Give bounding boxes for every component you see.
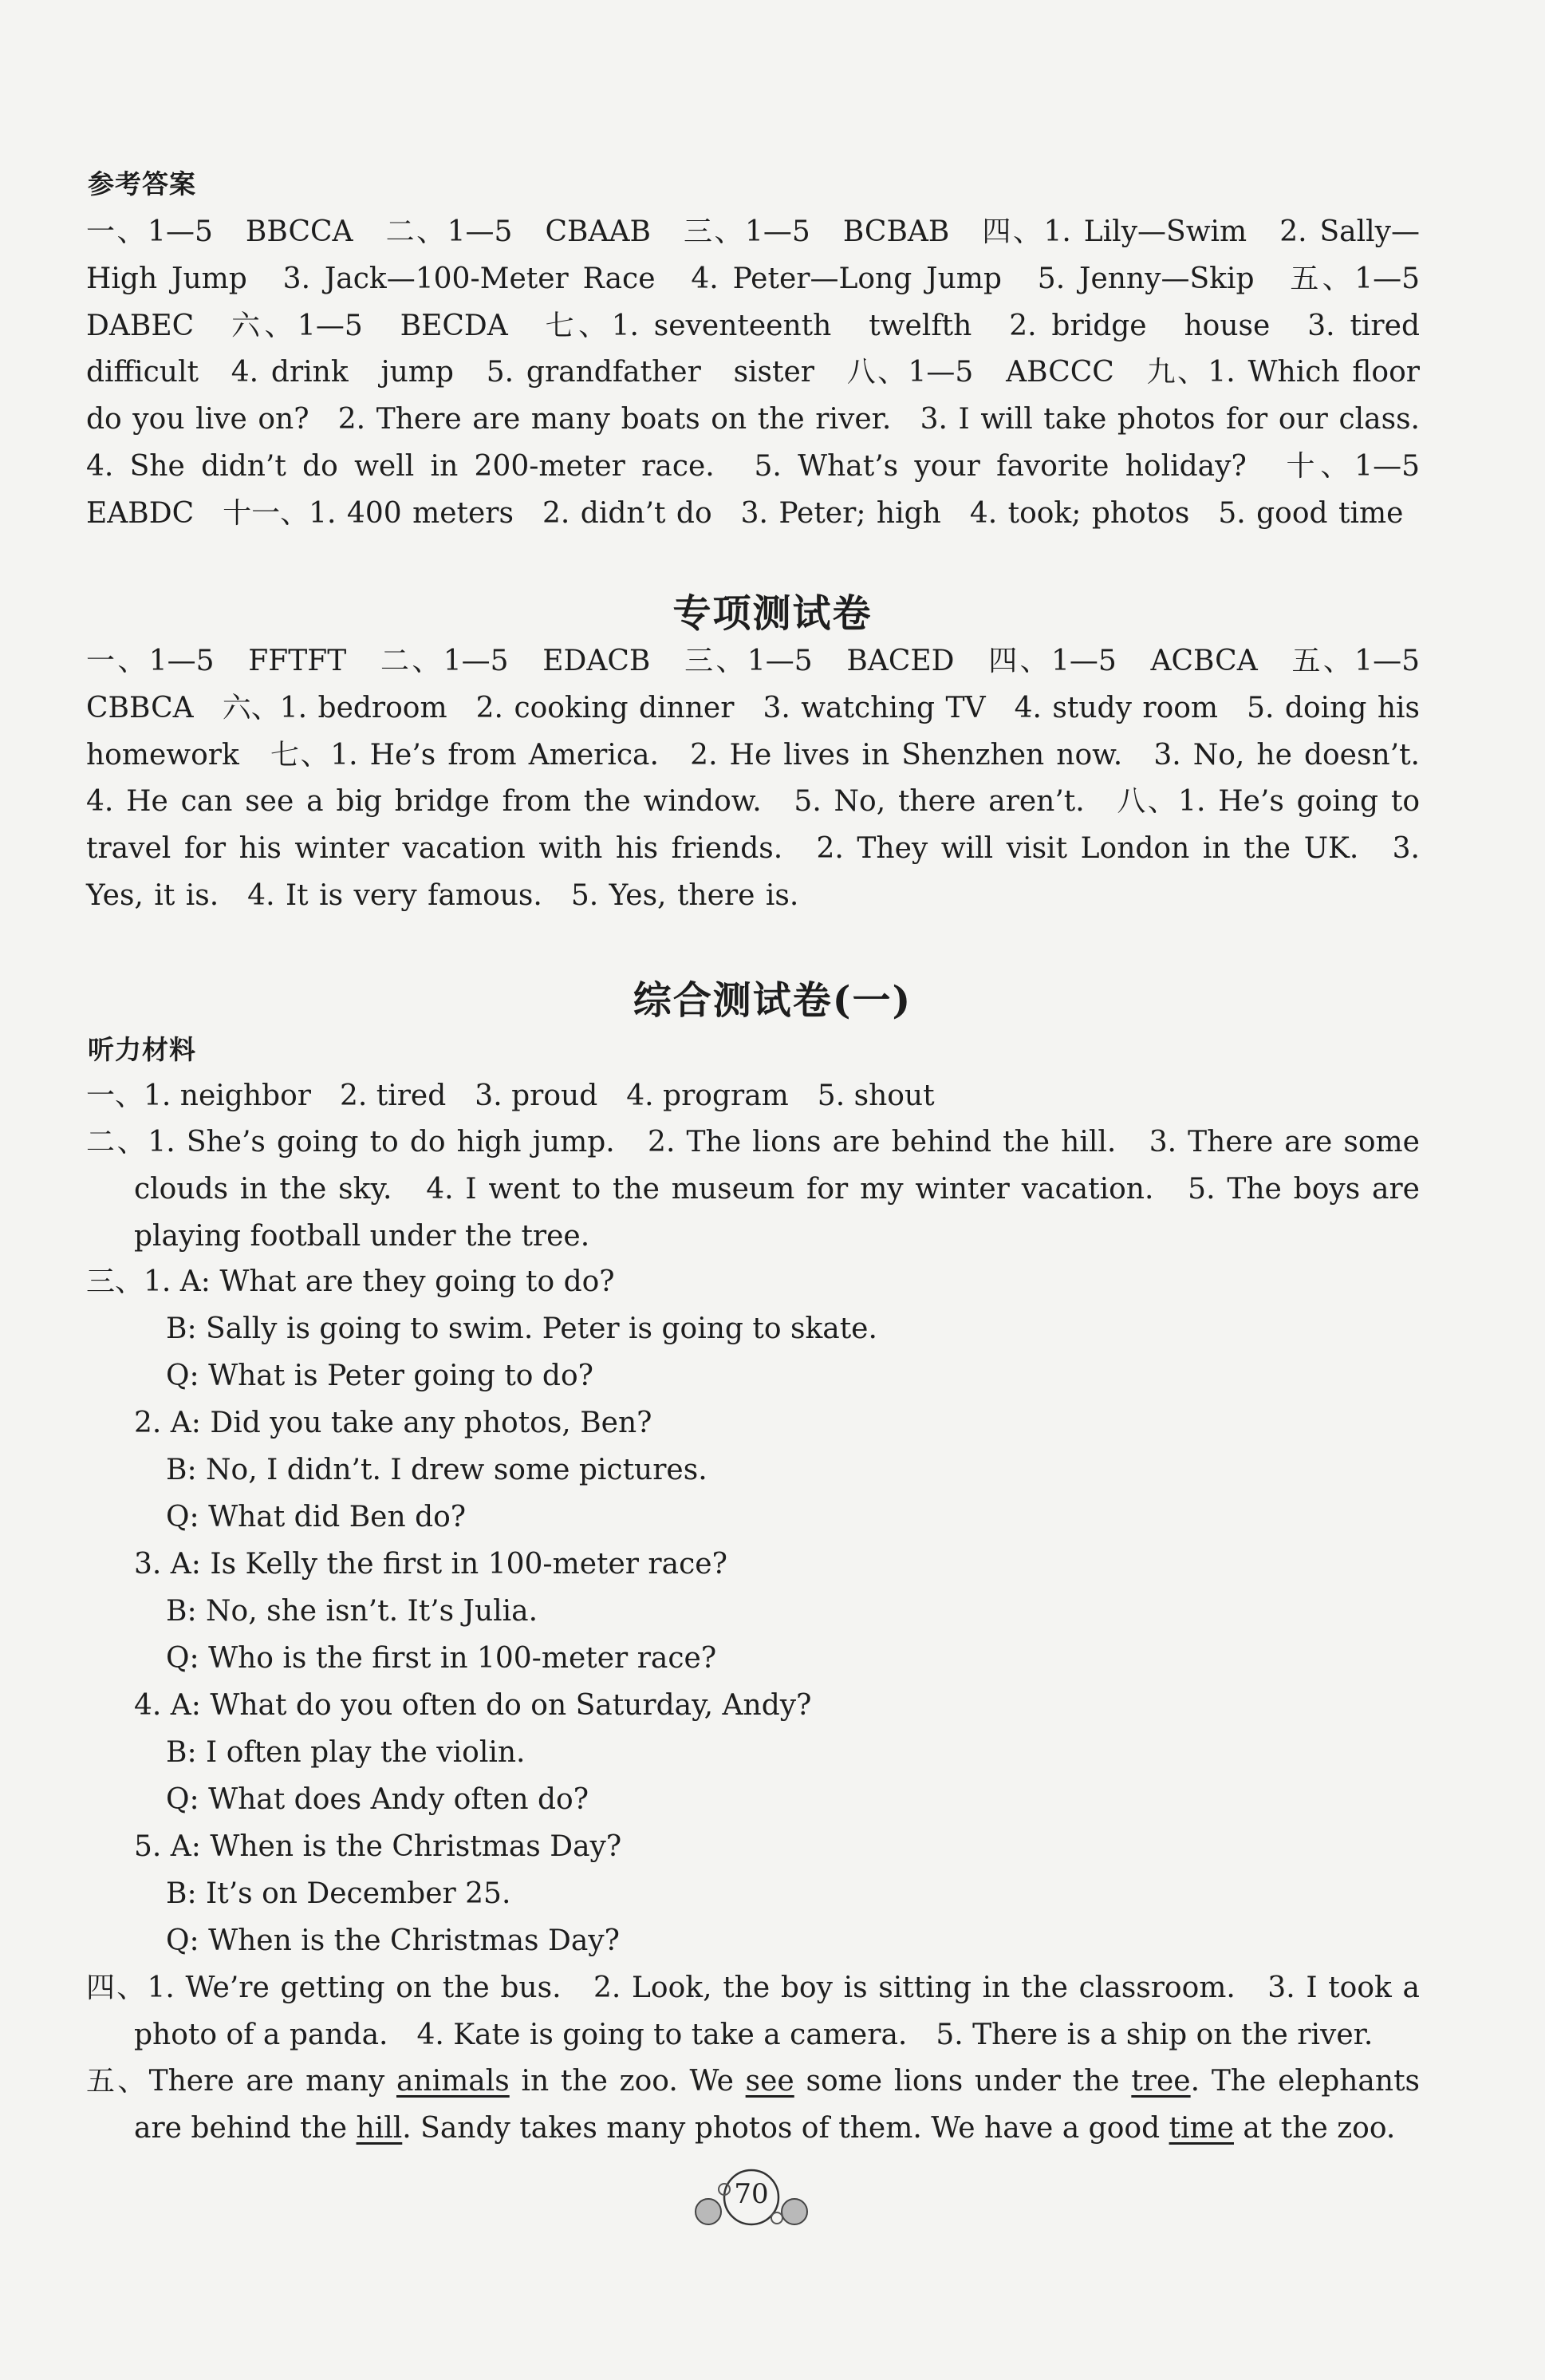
dialogue-5-q: Q: When is the Christmas Day? [166,1924,620,1957]
dialogue-1-b: B: Sally is going to swim. Peter is going to skate. [166,1312,877,1345]
dialogue-3-q: Q: Who is the first in 100-meter race? [166,1642,717,1675]
listening-part-4: 四、1. We’re getting on the bus. 2. Look, the boy is sitting in the classroom. 3. I took a photo of a panda. 4. Kate is going to take a camera. 5. There is a ship on the river. [86,1971,1420,2051]
answers-text: 一、1—5 BBCCA 二、1—5 CBAAB 三、1—5 BCBAB 四、1. Lily—Swim 2. Sally—High Jump 3. Jack—100-Meter Race 4. Peter—Long Jump 5. Jenny—Skip 五、1—5 DABEC 六、1—5 BECDA 七、1. seventeenth twelfth 2. bridge house 3. tired difficult 4. drink jump 5. grandfather sister 八、1—5 ABCCC 九、1. Which floor do you live on? 2. There are many boats on the river. 3. I will take photos for our class. 4. She didn’t do well in 200-meter race. 5. What’s your favorite holiday? 十、1—5 EABDC 十一、1. 400 meters 2. didn’t do 3. Peter; high 4. took; photos 5. good time [86,215,1449,530]
dialogue-3-b: B: No, she isn’t. It’s Julia. [166,1595,538,1628]
dialogue-5-a: 5. A: When is the Christmas Day? [134,1830,622,1863]
answer-word-time: time [1169,2111,1234,2145]
part5-text: some lions under the [794,2065,1132,2098]
answer-word-hill: hill [356,2111,403,2145]
answer-word-animals: animals [396,2065,510,2098]
dialogue-1-a: 三、1. A: What are they going to do? [86,1265,615,1298]
dialogue-2-q: Q: What did Ben do? [166,1501,467,1533]
dialogue-2-b: B: No, I didn’t. I drew some pictures. [166,1454,707,1486]
part5-text: in the zoo. We [509,2065,746,2098]
listening-heading: 听力材料 [88,1034,196,1065]
dialogue-4-q: Q: What does Andy often do? [166,1783,589,1816]
answer-word-see: see [745,2065,794,2098]
part5-text: . Sandy takes many photos of them. We have a good [402,2111,1169,2145]
dialogue-5-b: B: It’s on December 25. [166,1877,511,1910]
part5-text: at the zoo. [1233,2111,1396,2145]
answer-word-tree: tree [1131,2065,1191,2098]
special-test-text: 一、1—5 FFTFT 二、1—5 EDACB 三、1—5 BACED 四、1—5 ACBCA 五、1—5 CBBCA 六、1. bedroom 2. cooking dinner 3. watching TV 4. study room 5. doing his homework 七、1. He’s from America. 2. He lives in Shenzhen now. 3. No, he doesn’t. 4. He can see a big bridge from the window. 5. No, there aren’t. 八、1. He’s going to travel for his winter vacation with his friends. 2. They will visit London in the UK. 3. Yes, it is. 4. It is very famous. 5. Yes, there is. [86,645,1449,912]
dialogue-4-a: 4. A: What do you often do on Saturday, Andy? [134,1689,812,1722]
part5-text: 五、There are many [86,2065,396,2098]
listening-part-5 [86,2058,1420,2153]
listening-part-1: 一、1. neighbor 2. tired 3. proud 4. program 5. shout [86,1079,935,1112]
page-number: 70 [734,2178,769,2210]
page-number-badge [688,2162,815,2234]
comprehensive-test-title: 综合测试卷(一) [633,978,912,1023]
special-test-title: 专项测试卷 [672,591,873,636]
part5-text: . The elephants are behind the [134,2065,1421,2145]
dialogue-4-b: B: I often play the violin. [166,1736,526,1769]
dialogue-2-a: 2. A: Did you take any photos, Ben? [134,1407,652,1439]
answers-heading: 参考答案 [88,168,196,199]
listening-part-2: 二、1. She’s going to do high jump. 2. The lions are behind the hill. 3. There are some clouds in the sky. 4. I went to the museum for my winter vacation. 5. The boys are playing football under the tree. [86,1126,1420,1253]
dialogue-3-a: 3. A: Is Kelly the first in 100-meter race? [134,1548,727,1581]
dialogue-1-q: Q: What is Peter going to do? [166,1360,593,1392]
